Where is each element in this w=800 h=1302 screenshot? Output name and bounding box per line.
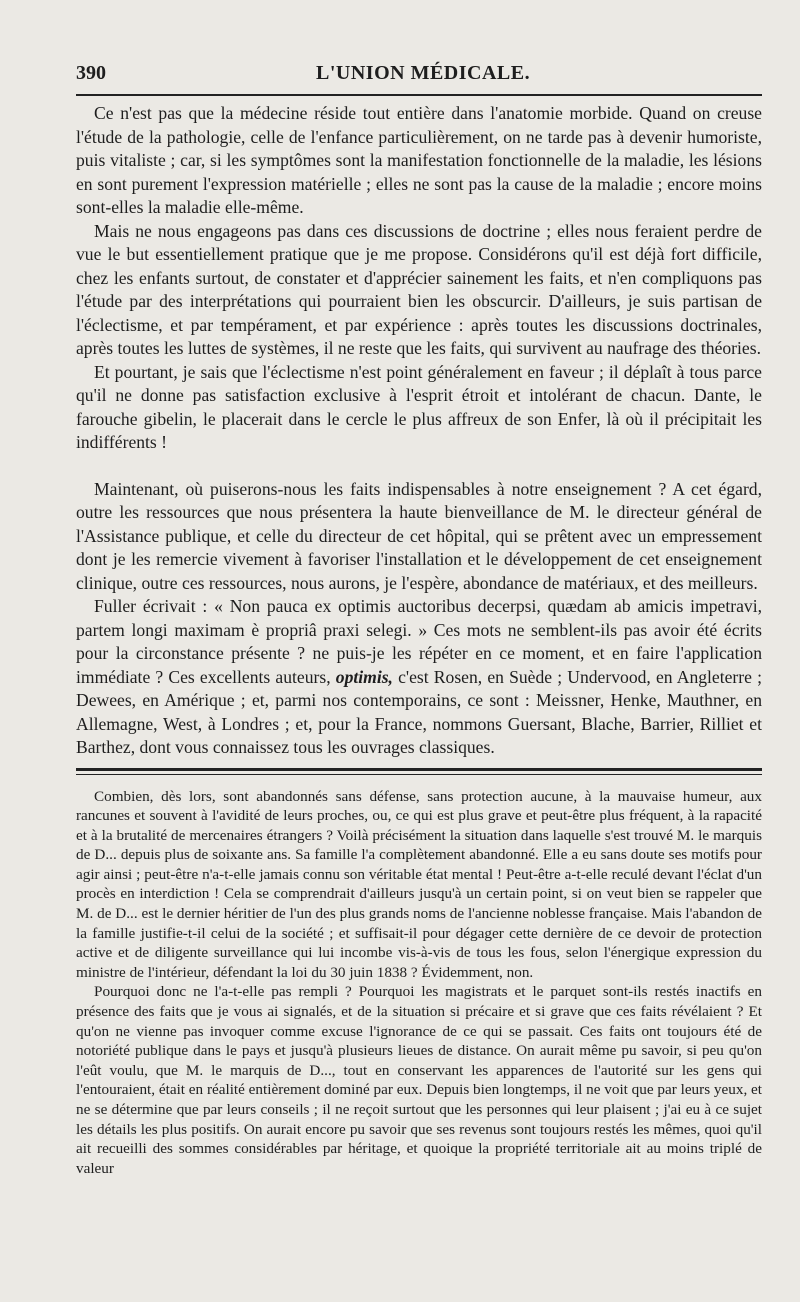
- paragraph-enseignement: Maintenant, où puiserons-nous les faits indispensables à notre enseignement ? A cet égard, outre les ressources que nous présentera la haute bienveillance de M. le directeur général de l'Assistance publique, et celle du directeur de cet hôpital, qui se prêtent avec un empressement dont je les remercie vivement à favoriser l'installation et le développement de cet enseignement clinique, outre ces ressources, nous aurons, je l'espère, abondance de matériaux, et des meilleurs.: [76, 478, 762, 593]
- feuilleton-text: [76, 787, 762, 1179]
- separator-thin-rule: [76, 774, 762, 775]
- feuilleton-paragraph-magistrats: Pourquoi donc ne l'a-t-elle pas rempli ? Pourquoi les magistrats et le parquet sont-ils restés inactifs en présence des faits que je vous ai signalés, et de la situation si précaire et si grave que ces faits révélaient ? Et qu'on ne vienne pas invoquer comme excuse l'ignorance de ce qui se passait. Ces faits ont toujours été de notoriété publique dans le pays et jusqu'à plusieurs lieues de distance. On aurait même pu savoir, si peu qu'on l'eût voulu, que M. le marquis de D..., tout en conservant les apparences de l'autorité sur les gens qui l'entouraient, était en réalité entièrement dominé par eux. Depuis bien longtemps, il ne voit que par leurs yeux, et ne se détermine que par leurs conseils ; il ne reçoit surtout que les personnes qui leur plaisent ; j'ai eu à ce sujet les détails les plus positifs. On aurait encore pu savoir que ses revenus sont toujours restés les mêmes, quoi qu'il ait recueilli des sommes considérables par héritage, et quoique la propriété territoriale ait au moins triplé de valeur: [76, 983, 762, 1177]
- main-article-text: [76, 102, 762, 760]
- feuilleton-separator: [76, 768, 762, 775]
- paragraph-fuller: [76, 595, 762, 760]
- emphasis-optimis: optimis,: [335, 666, 393, 687]
- fuller-text: Fuller écrivait : « Non pauca ex optimis auctoribus decerpsi, quædam ab amicis impetravi, partem longi maximam è propriâ praxi selegi. » Ces mots ne semblent-ils pas avoir été écrits pour la circonstance présente ? ne puis-je les répéter en ce moment, et en faire l'application immédiate ? Ces excellents auteurs,: [76, 596, 762, 687]
- running-head: [76, 56, 762, 92]
- paragraph-anatomie: Ce n'est pas que la médecine réside tout entière dans l'anatomie morbide. Quand on creuse l'étude de la pathologie, celle de l'enfance particulièrement, on ne tarde pas à devenir humoriste, puis vitaliste ; car, si les symptômes sont la manifestation fonctionnelle de la maladie, les lésions en sont purement l'expression matérielle ; elles ne sont pas la cause de la maladie ; encore moins sont-elles la maladie elle-même.: [76, 103, 762, 217]
- page-number: 390: [76, 62, 106, 84]
- header-rule: [76, 94, 762, 96]
- feuilleton-paragraph-abandon: Combien, dès lors, sont abandonnés sans défense, sans protection aucune, à la mauvaise humeur, aux rancunes et souvent à l'avidité de leurs proches, ou, ce qui est plus grave et peut-être plus fréquent, à la rapacité et à la brutalité de mercenaires étrangers ? Voilà précisément la situation dans laquelle s'est trouvé M. le marquis de D... depuis plus de soixante ans. Sa famille l'a complètement abandonné. Elle a eu sans doute ses motifs pour agir ainsi ; peut-être n'a-t-elle jamais connu son véritable état mental ! Peut-être a-t-elle reculé devant l'éclat d'un procès en interdiction ! Cela se comprendrait d'ailleurs jusqu'à un certain point, si on veut bien se rappeler que M. de D... est le dernier héritier de l'un des plus grands noms de l'ancienne noblesse française. Mais l'abandon de la famille justifie-t-il celui de la société ; et suffisait-il pour dégager cette dernière de ce devoir de protection active et de diligente surveillance qui lui incombe vis-à-vis de tous les fous, selon l'énergique expression du ministre de l'intérieur, défendant la loi du 30 juin 1838 ? Évidemment, non.: [76, 787, 762, 981]
- authors-text: c'est Rosen, en Suède ; Undervood, en Angleterre ; Dewees, en Amérique ; et, parmi nos contemporains, ce sont : Meissner, Henke, Mauthner, en Allemagne, West, à Londres ; et, pour la France, nommons Guersant, Blache, Barrier, Rilliet et Barthez, dont vous connaissez tous les ouvrages classiques.: [76, 666, 762, 757]
- journal-title: L'UNION MÉDICALE.: [316, 62, 531, 84]
- paragraph-doctrine: Mais ne nous engageons pas dans ces discussions de doctrine ; elles nous feraient perdre de vue le but essentiellement pratique que je me propose. Considérons qu'il est déjà fort difficile, chez les enfants surtout, de constater et d'apprécier sainement les faits, et n'en compliquons pas l'étude par des interprétations qui pourraient bien les obscurcir. D'ailleurs, je suis partisan de l'éclectisme, et par tempérament, et par expérience : après toutes les discussions doctrinales, après toutes les luttes de systèmes, il ne reste que les faits, qui survivent au naufrage des théories.: [76, 220, 762, 358]
- paragraph-eclectisme: Et pourtant, je sais que l'éclectisme n'est point généralement en faveur ; il déplaît à tous parce qu'il ne donne pas satisfaction exclusive à l'esprit étroit et intolérant de chacun. Dante, le farouche gibelin, le placerait dans le cercle le plus affreux de son Enfer, là où il précipitait les indifférents !: [76, 361, 762, 452]
- separator-thick-rule: [76, 768, 762, 771]
